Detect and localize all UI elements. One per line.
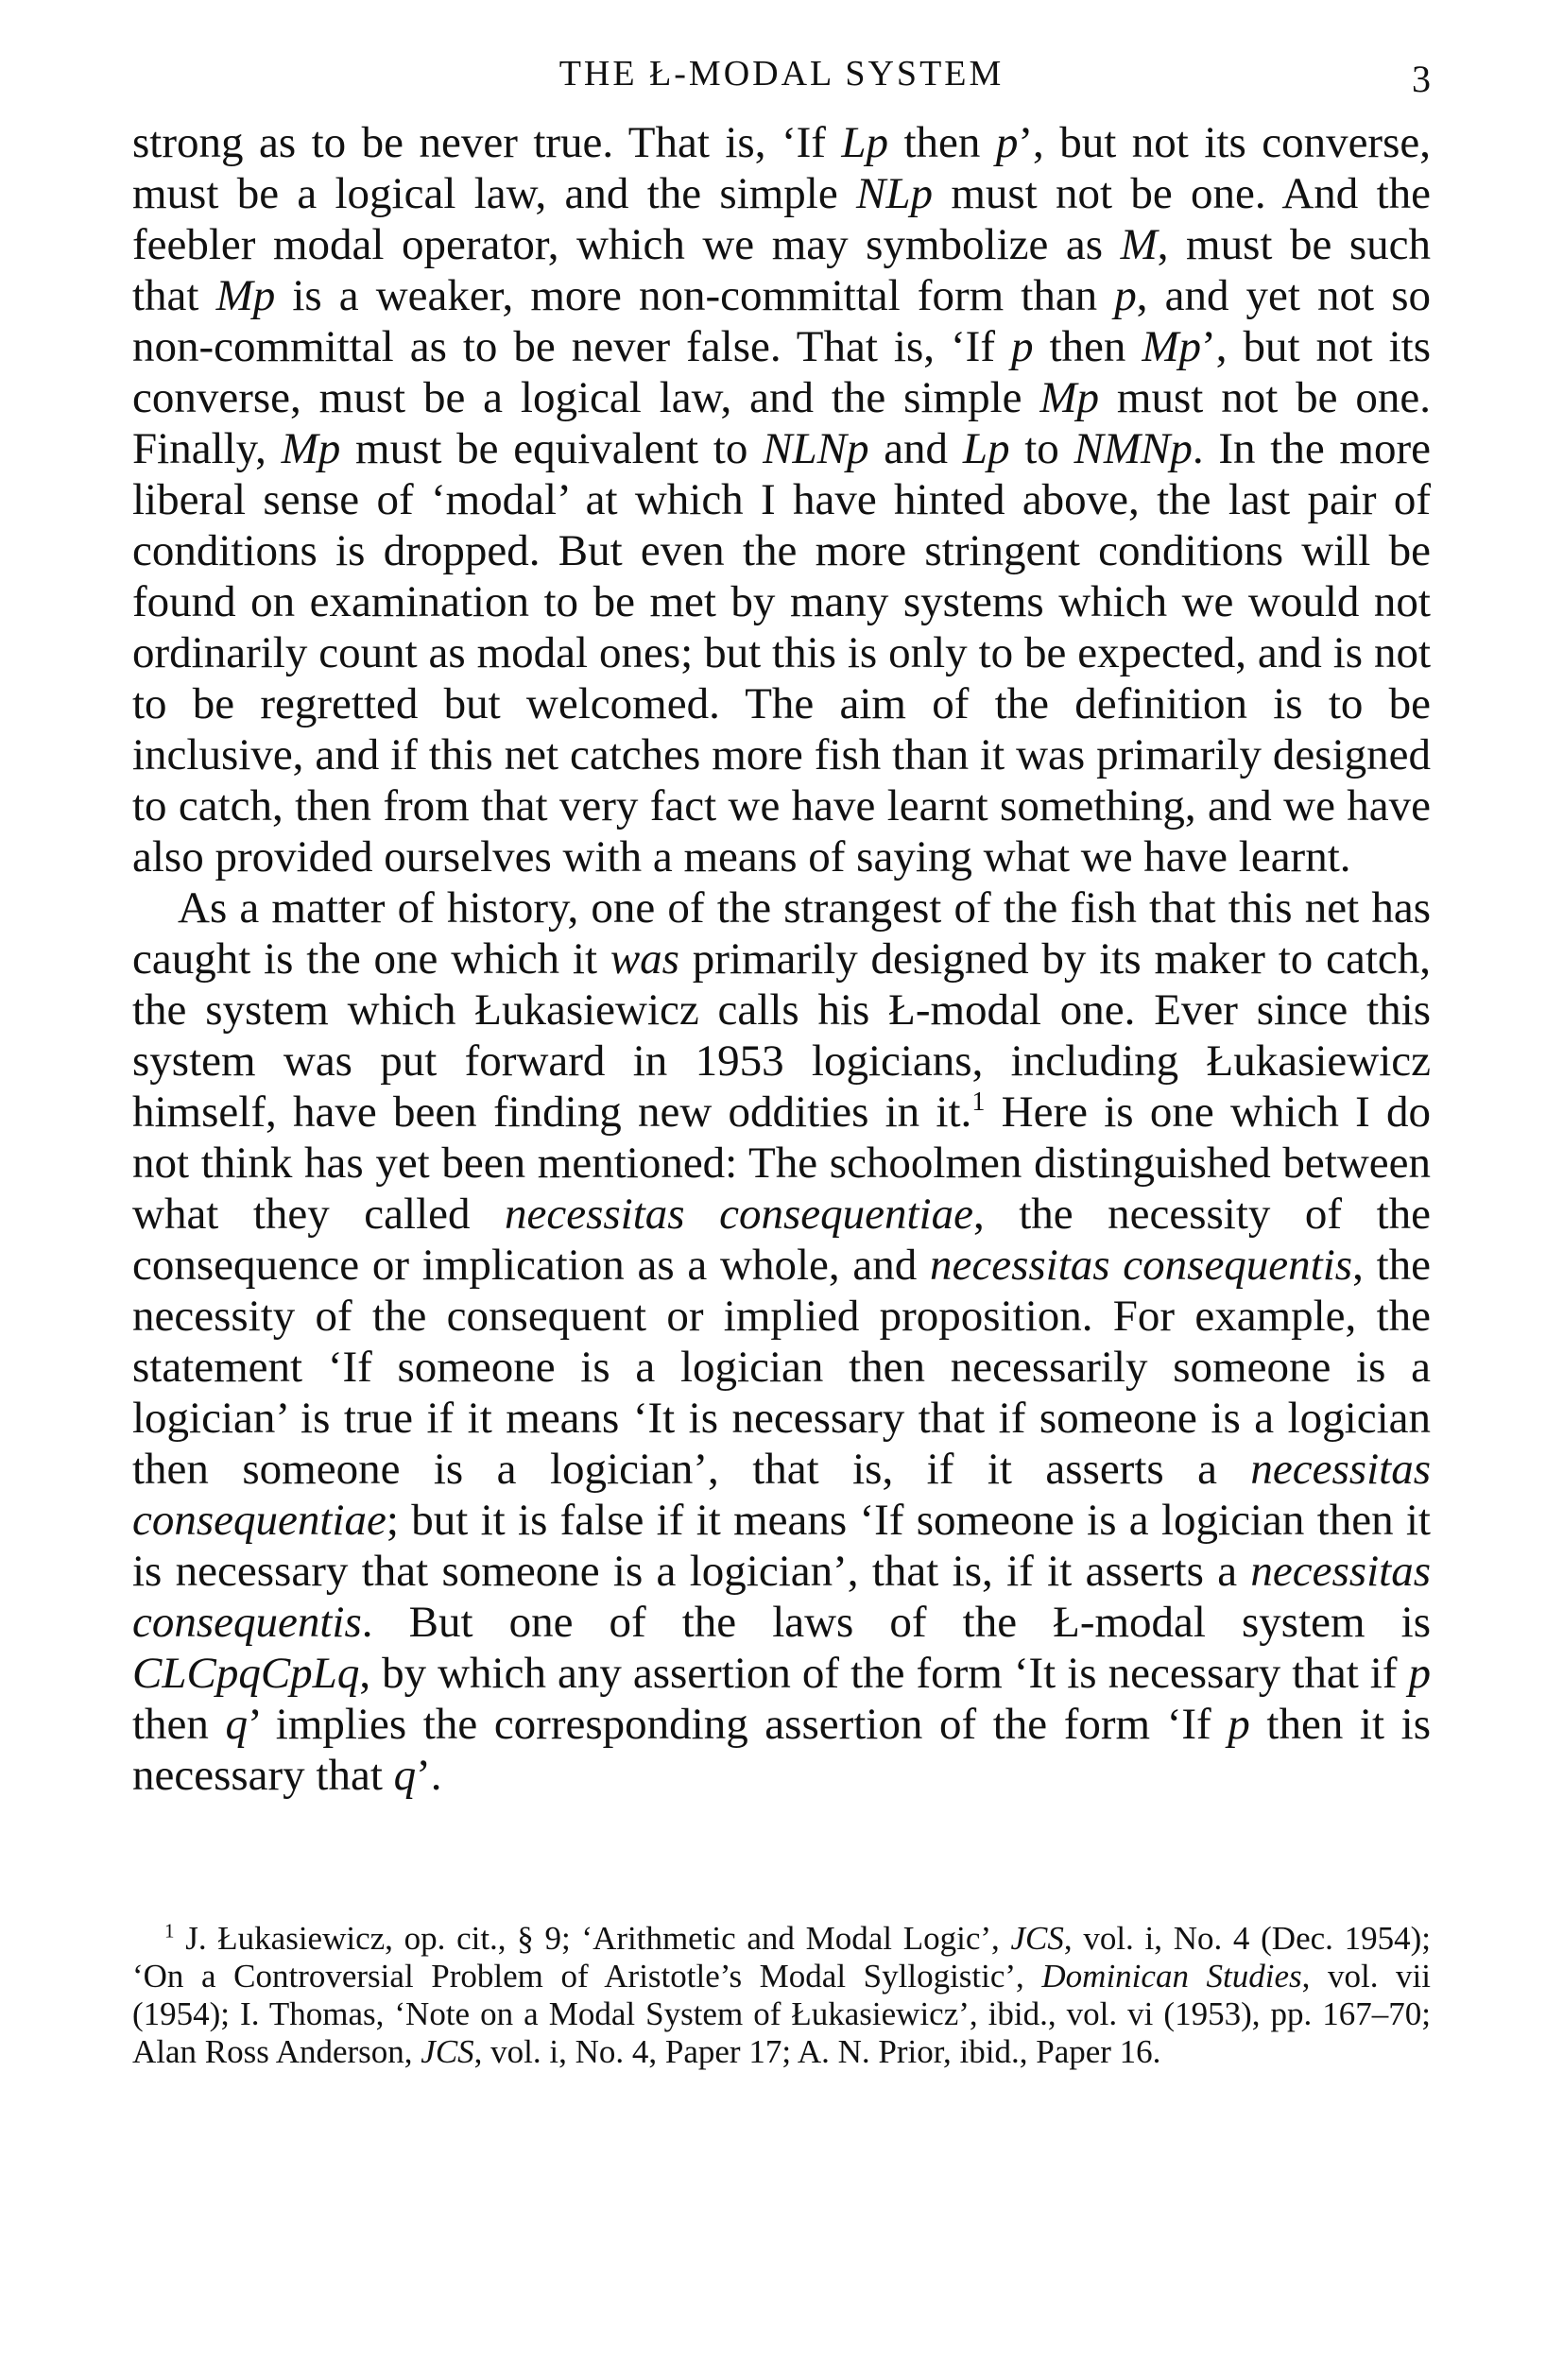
text-run: , the necessity of the consequent or implied proposition. For example, the statement ‘If someone is a logician then necessarily someone is a logician’ is true if it means ‘It is necessary that if someone is a logician then someone is a logician’, that is, if it asserts a <box>132 1241 1431 1494</box>
formula: Mp <box>215 271 276 320</box>
page-number: 3 <box>1412 58 1431 100</box>
formula: p <box>995 118 1019 167</box>
footnote-marker: 1 <box>971 1087 986 1118</box>
formula: p <box>1114 271 1137 320</box>
text-run: is a weaker, more non-committal form than <box>275 271 1115 320</box>
latin-term: necessitas consequentis <box>929 1241 1353 1290</box>
page-header <box>132 53 1431 110</box>
formula: NLNp <box>763 424 869 473</box>
text-run: then <box>132 1700 226 1749</box>
text-run: then <box>1033 322 1142 371</box>
formula: q <box>225 1700 249 1749</box>
paragraph-1 <box>132 117 1431 882</box>
formula: Mp <box>1039 373 1100 422</box>
text-run: must not be one. Finally, <box>132 373 1432 473</box>
formula: p <box>1408 1649 1431 1698</box>
formula: p <box>1228 1700 1250 1749</box>
text-run: , vol. i, No. 4, Paper 17; A. N. Prior, ibid., Paper 16. <box>473 2033 1161 2070</box>
text-run: then it is necessary that <box>132 1700 1432 1800</box>
text-run: , must be such that <box>132 220 1432 320</box>
latin-term: necessitas consequentiae <box>505 1190 973 1239</box>
main-text <box>132 117 1431 1801</box>
journal-title: JCS <box>421 2033 474 2070</box>
journal-title: Dominican Studies <box>1041 1958 1302 1995</box>
text-run: , vol. i, No. 4 (Dec. 1954); ‘On a Controversial Problem of Aristotle’s Modal Syllogistic’, <box>132 1920 1431 1995</box>
text-run: , the necessity of the consequence or implication as a whole, and <box>132 1190 1432 1290</box>
formula: p <box>1010 322 1034 371</box>
emphasis: was <box>610 934 679 984</box>
text-run: then <box>888 118 996 167</box>
latin-term: necessitas consequentis <box>132 1547 1431 1647</box>
formula: NLp <box>856 169 934 218</box>
text-run: ’, but not its converse, must be a logical law, and the simple <box>132 322 1431 422</box>
text-run: ’. <box>416 1751 442 1800</box>
text-run: and <box>868 424 963 473</box>
formula: Mp <box>1142 322 1202 371</box>
latin-term: necessitas consequentiae <box>132 1445 1431 1545</box>
text-run: As a matter of history, one of the strangest of the fish that this net has caught is the one which it <box>132 883 1431 984</box>
footnote-1 <box>132 1920 1431 2071</box>
text-run: must be equivalent to <box>340 424 764 473</box>
text-run: Here is one which I do not think has yet been mentioned: The schoolmen distinguished between what they called <box>132 1087 1431 1239</box>
text-run: strong as to be never true. That is, ‘If <box>132 118 842 167</box>
formula: Lp <box>841 118 889 167</box>
text-run: , and yet not so non-committal as to be never false. That is, ‘If <box>132 271 1431 371</box>
journal-title: JCS <box>1010 1920 1064 1957</box>
text-run: , by which any assertion of the form ‘It is necessary that if <box>359 1649 1409 1698</box>
formula: CLCpqCpLq <box>132 1649 360 1698</box>
paragraph-2 <box>132 882 1431 1801</box>
formula: Mp <box>281 424 341 473</box>
text-run: , vol. vii (1954); I. Thomas, ‘Note on a Modal System of Łukasiewicz’, ibid., vol. vi (1953), pp. 167–70; Alan Ross Anderson, <box>132 1958 1431 2070</box>
formula: q <box>393 1751 417 1800</box>
text-run: . In the more liberal sense of ‘modal’ at which I have hinted above, the last pair of conditions is dropped. But even the more stringent conditions will be found on examination to be met by many systems which we would not ordinarily count as modal ones; but this is only to be expected, and is not to be regretted but welcomed. The aim of the definition is to be inclusive, and if this net catches more fish than it was primarily designed to catch, then from that very fact we have learnt something, and we have also provided ourselves with a means of saying what we have learnt. <box>132 424 1432 882</box>
text-run: must not be one. And the feebler modal operator, which we may symbolize as <box>132 169 1431 269</box>
text-run: J. Łukasiewicz, op. cit., § 9; ‘Arithmetic and Modal Logic’, <box>174 1920 1011 1957</box>
text-run: ’, but not its converse, must be a logical law, and the simple <box>132 118 1431 218</box>
formula: Lp <box>962 424 1010 473</box>
footnote-number: 1 <box>164 1919 175 1943</box>
footnote <box>132 1920 1431 2071</box>
text-run: ’ implies the corresponding assertion of the form ‘If <box>248 1700 1228 1749</box>
text-run: ; but it is false if it means ‘If someone is a logician then it is necessary that someone is a logician’, that is, if it asserts a <box>132 1496 1431 1596</box>
formula: NMNp <box>1073 424 1193 473</box>
text-run: primarily designed by its maker to catch, the system which Łukasiewicz calls his Ł-modal one. Ever since this system was put forward in 1953 logicians, including Łukasiewicz himself, have been finding new oddities in it. <box>132 934 1431 1137</box>
formula: M <box>1120 220 1158 269</box>
running-title: THE Ł-MODAL SYSTEM <box>558 54 1005 94</box>
text-run: . But one of the laws of the Ł-modal system is <box>361 1598 1431 1647</box>
text-run: to <box>1009 424 1074 473</box>
